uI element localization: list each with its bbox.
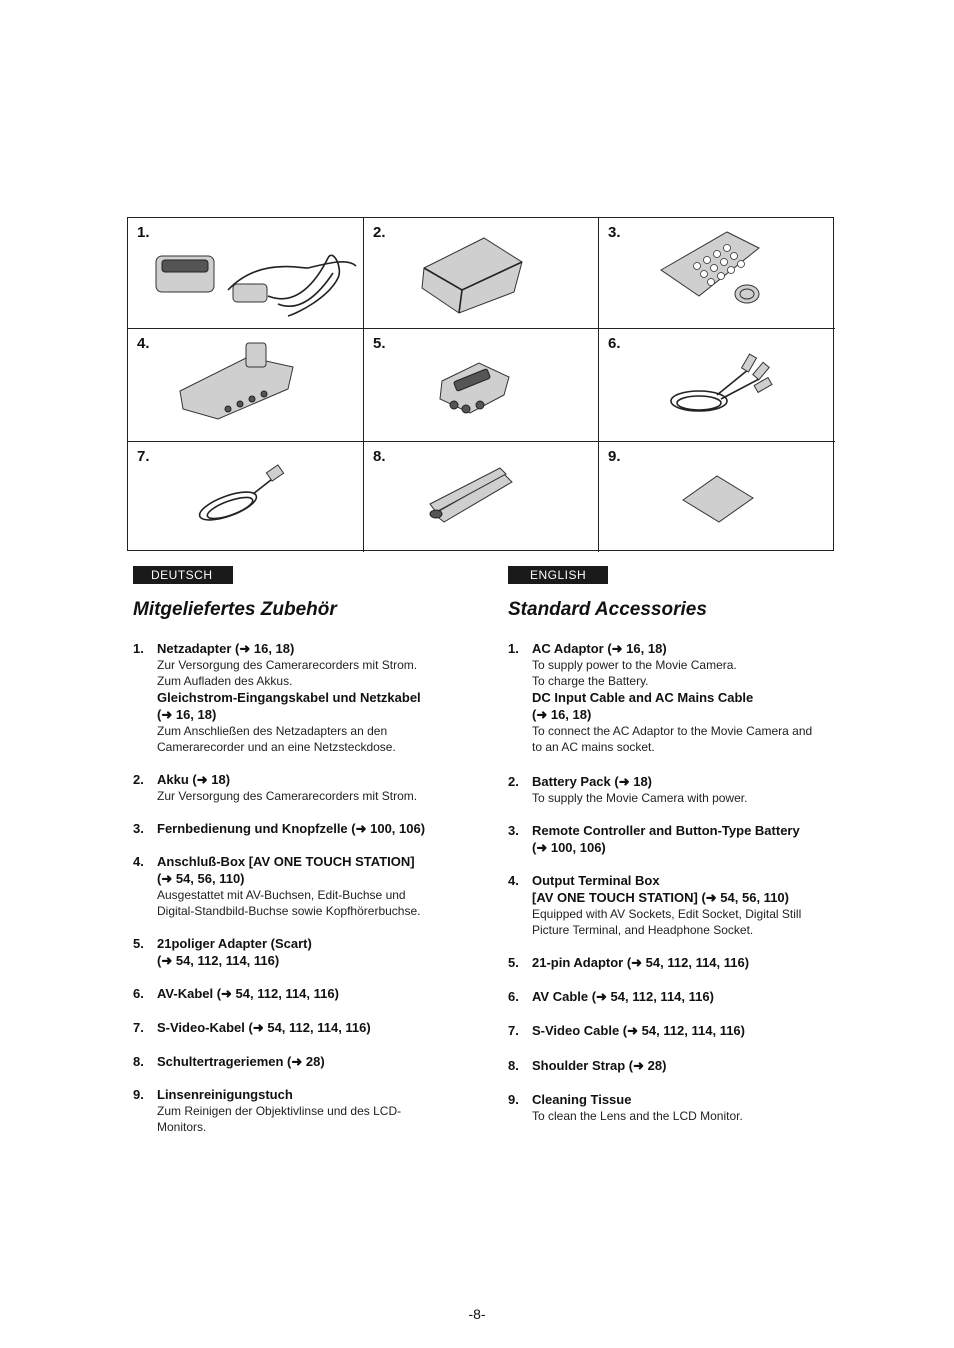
section-title-en: Standard Accessories xyxy=(508,599,707,620)
list-item: 2. Battery Pack (➜ 18) To supply the Movie Camera with power. xyxy=(508,774,748,805)
grid-cell-number: 5. xyxy=(373,335,386,352)
grid-cell-number: 2. xyxy=(373,224,386,241)
list-item: 4. Output Terminal Box [AV ONE TOUCH STATION] (➜ 54, 56, 110) Equipped with AV Sockets, Edit Socket, Digital Still Picture Terminal, and Headphone Socket. xyxy=(508,873,802,937)
list-item: 5. 21-pin Adaptor (➜ 54, 112, 114, 116) xyxy=(508,955,750,970)
language-badge-deutsch: DEUTSCH xyxy=(133,566,233,584)
list-item: 1. Netzadapter (➜ 16, 18) Zur Versorgung des Camerarecorders mit Strom. Zum Aufladen des Akkus. Gleichstrom-Eingangskabel und Netzkabel (➜ 16, 18) Zum Anschließen des Netzadapters an den Camerarecorder und an eine Netzsteckdose. xyxy=(133,641,421,754)
grid-cell-number: 4. xyxy=(137,335,150,352)
grid-cell-2 xyxy=(364,218,599,329)
grid-cell-number: 8. xyxy=(373,448,386,465)
av-cable-icon xyxy=(599,329,835,441)
grid-cell-4 xyxy=(128,329,364,442)
accessory-list-de xyxy=(133,640,473,1135)
grid-cell-number: 9. xyxy=(608,448,621,465)
list-item: 4. Anschluß-Box [AV ONE TOUCH STATION] (➜ 54, 56, 110) Ausgestattet mit AV-Buchsen, Edit-Buchse und Digital-Standbild-Buchse sowie Kopfhörerbuchse. xyxy=(133,854,421,918)
cleaning-tissue-icon xyxy=(599,442,835,551)
list-item: 9. Cleaning Tissue To clean the Lens and the LCD Monitor. xyxy=(508,1092,743,1123)
list-item: 7. S-Video-Kabel (➜ 54, 112, 114, 116) xyxy=(133,1020,371,1035)
grid-cell-number: 3. xyxy=(608,224,621,241)
grid-cell-number: 6. xyxy=(608,335,621,352)
grid-cell-7 xyxy=(128,442,364,552)
list-item: 1. AC Adaptor (➜ 16, 18) To supply power to the Movie Camera. To charge the Battery. DC Input Cable and AC Mains Cable (➜ 16, 18) To connect the AC Adaptor to the Movie Camera and to an AC mains socket. xyxy=(508,641,813,754)
accessory-list-en xyxy=(508,640,843,1124)
list-item: 5. 21poliger Adapter (Scart) (➜ 54, 112, 114, 116) xyxy=(133,936,312,968)
grid-cell-9 xyxy=(599,442,835,552)
german-column xyxy=(133,566,473,1135)
grid-cell-1 xyxy=(128,218,364,329)
english-column xyxy=(508,566,843,1124)
grid-cell-3 xyxy=(599,218,835,329)
list-item: 6. AV Cable (➜ 54, 112, 114, 116) xyxy=(508,989,714,1004)
list-item: 6. AV-Kabel (➜ 54, 112, 114, 116) xyxy=(133,986,339,1001)
language-badge-english: ENGLISH xyxy=(508,566,608,584)
ac-adaptor-with-cables-icon xyxy=(128,218,363,328)
grid-cell-5 xyxy=(364,329,599,442)
output-terminal-box-icon xyxy=(128,329,363,441)
list-item: 3. Remote Controller and Button-Type Battery (➜ 100, 106) xyxy=(508,823,800,855)
s-video-cable-icon xyxy=(128,442,363,551)
accessory-illustration-grid xyxy=(127,217,834,551)
list-item: 7. S-Video Cable (➜ 54, 112, 114, 116) xyxy=(508,1023,745,1038)
list-item: 8. Schultertrageriemen (➜ 28) xyxy=(133,1054,325,1069)
list-item: 8. Shoulder Strap (➜ 28) xyxy=(508,1058,667,1073)
grid-cell-number: 1. xyxy=(137,224,150,241)
page-number: -8- xyxy=(468,1306,486,1322)
grid-cell-6 xyxy=(599,329,835,442)
battery-pack-icon xyxy=(364,218,598,328)
list-item: 2. Akku (➜ 18) Zur Versorgung des Camerarecorders mit Strom. xyxy=(133,772,418,803)
section-title-de: Mitgeliefertes Zubehör xyxy=(133,599,337,620)
shoulder-strap-icon xyxy=(364,442,598,551)
grid-cell-number: 7. xyxy=(137,448,150,465)
list-item: 9. Linsenreinigungstuch Zum Reinigen der Objektivlinse und des LCD- Monitors. xyxy=(133,1087,402,1134)
list-item: 3. Fernbedienung und Knopfzelle (➜ 100, 106) xyxy=(133,821,426,836)
scart-adaptor-icon xyxy=(364,329,598,441)
remote-controller-and-button-battery-icon xyxy=(599,218,835,328)
grid-cell-8 xyxy=(364,442,599,552)
